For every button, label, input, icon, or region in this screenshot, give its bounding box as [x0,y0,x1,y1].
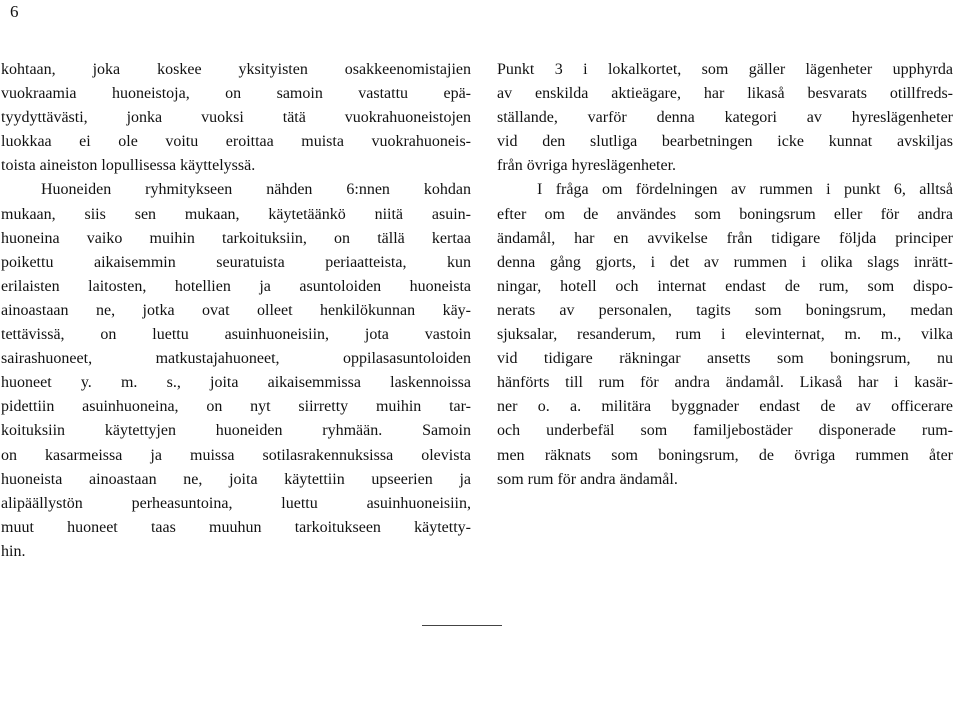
text-line: ainoastaan ne, jotka ovat olleet henkilökunnan käy- [1,301,471,319]
text-line: hänförts till rum för andra ändamål. Likaså har i kasär- [497,374,953,392]
text-line: som rum för andra ändamål. [497,470,678,488]
text-line: I fråga om fördelningen av rummen i punkt 6, alltså [537,181,953,199]
page-number: 6 [10,2,19,21]
text-line: erilaisten laitosten, hotellien ja asuntoloiden huoneista [1,277,471,295]
text-line: poikettu aikaisemmin seuratuista periaatteista, kun [1,253,471,271]
text-line: efter om de användes som boningsrum eller för andra [497,205,953,223]
text-line: kohtaan, joka koskee yksityisten osakkeenomistajien [1,61,471,78]
finnish-text-column [1,58,471,564]
text-line: pidettiin asuinhuoneina, on nyt siirretty muihin tar- [1,398,471,416]
text-line: vid tidigare räkningar ansetts som boningsrum, nu [497,350,953,368]
text-line: men räknats som boningsrum, de övriga rummen åter [497,446,953,464]
text-line: luokkaa ei ole voitu eroittaa muista vuokrahuoneis- [1,133,471,151]
text-line: hin. [1,542,26,560]
text-line: Huoneiden ryhmitykseen nähden 6:nnen kohdan [41,181,471,199]
separator-rule [422,625,502,626]
text-line: muut huoneet taas muuhun tarkoitukseen käytetty- [1,518,471,536]
text-line: mukaan, siis sen mukaan, käytetäänkö niitä asuin- [1,205,471,223]
text-line: sairashuoneet, matkustajahuoneet, oppilasasuntoloiden [1,350,471,368]
text-line: vid den slutliga bearbetningen icke kunnat avskiljas [497,133,953,151]
text-line: huoneet y. m. s., joita aikaisemmissa laskennoissa [1,374,471,392]
text-line: sjuksalar, resanderum, rum i elevinternat, m. m., vilka [497,326,953,344]
text-line: ner o. a. militära byggnader endast de av officerare [497,398,953,416]
text-line: koituksiin käytettyjen huoneiden ryhmään. Samoin [1,422,471,440]
swedish-text-column [497,58,953,492]
text-line: vuokraamia huoneistoja, on samoin vastattu epä- [1,85,471,103]
text-line: on kasarmeissa ja muissa sotilasrakennuksissa olevista [1,446,471,464]
text-line: nerats av personalen, tagits som boningsrum, medan [497,301,953,319]
text-line: denna gång gjorts, i det av rummen i olika slags inrätt- [497,253,953,271]
text-line: av enskilda aktieägare, har likaså besvarats otillfreds- [497,85,953,103]
text-line: ställande, varför denna kategori av hyreslägenheter [497,109,953,127]
text-line: och underbefäl som familjebostäder disponerade rum- [497,422,953,440]
text-line: huoneista ainoastaan ne, joita käytettiin upseerien ja [1,470,471,488]
text-line: ningar, hotell och internat endast de rum, som dispo- [497,277,953,295]
text-line: Punkt 3 i lokalkortet, som gäller lägenheter upphyrda [497,61,953,78]
text-line: ändamål, har en avvikelse från tidigare följda principer [497,229,953,247]
text-line: från övriga hyreslägenheter. [497,157,677,175]
text-line: tyydyttävästi, jonka vuoksi tätä vuokrahuoneistojen [1,109,471,127]
text-line: tettävissä, on luettu asuinhuoneisiin, jota vastoin [1,326,471,344]
text-line: toista aineiston lopullisessa käyttelyssä. [1,157,256,175]
text-line: alipäällystön perheasuntoina, luettu asuinhuoneisiin, [1,494,471,512]
text-line: huoneina vaiko muihin tarkoituksiin, on tällä kertaa [1,229,471,247]
